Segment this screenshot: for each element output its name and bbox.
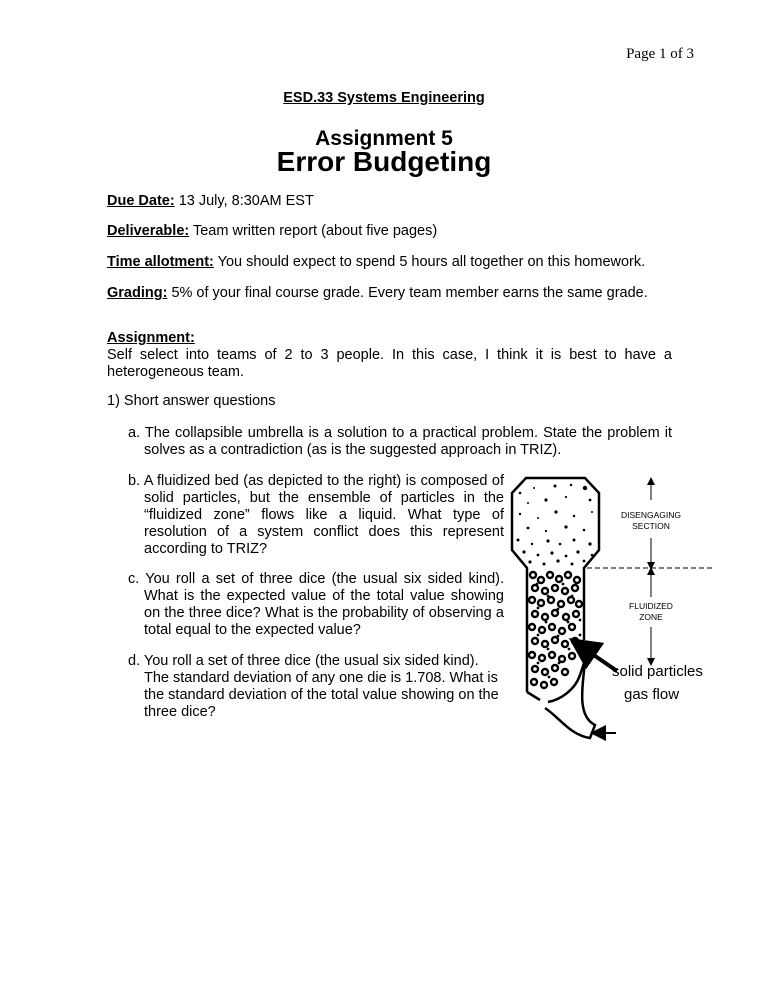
course-title: ESD.33 Systems Engineering — [283, 90, 485, 106]
fluidized-particles — [529, 572, 582, 688]
grading-line — [107, 285, 648, 301]
question-a-text: a. The collapsible umbrella is a solution to a practical problem. State the problem it solves as a contradiction (as is the suggested approach in TRIZ). — [128, 425, 672, 458]
assignment-title: Error Budgeting — [276, 146, 492, 177]
due-date-label: Due Date: — [107, 193, 175, 209]
question-a — [128, 425, 672, 459]
fluidized-label-2: ZONE — [639, 612, 663, 622]
section-1-heading: 1) Short answer questions — [107, 393, 276, 409]
fluidized-label-1: FLUIDIZED — [629, 601, 673, 611]
question-b — [128, 473, 504, 558]
fluidized-bed-figure — [500, 466, 715, 766]
question-c — [128, 571, 504, 639]
time-allotment-value: You should expect to spend 5 hours all together on this homework. — [213, 254, 646, 270]
solid-particles-label: solid particles — [612, 663, 703, 680]
deliverable-label: Deliverable: — [107, 223, 190, 239]
time-allotment-line — [107, 254, 645, 270]
grading-label: Grading: — [107, 285, 168, 301]
page-number: Page 1 of 3 — [626, 46, 694, 62]
due-date-value: 13 July, 8:30AM EST — [174, 193, 314, 209]
disengaging-label-2: SECTION — [632, 521, 670, 531]
question-d — [128, 653, 504, 721]
time-allotment-label: Time allotment: — [107, 254, 214, 270]
deliverable-value: Team written report (about five pages) — [189, 223, 438, 239]
question-c-text: c. You roll a set of three dice (the usual six sided kind). What is the expected value of the total value showing on the three dice? What is the probability of observing a total equal to the expected value? — [128, 571, 504, 638]
vessel-bottom — [527, 692, 540, 700]
assignment-number: Assignment 5 — [315, 127, 453, 150]
gas-flow-label: gas flow — [624, 686, 680, 703]
deliverable-line — [107, 223, 437, 239]
disengaging-particles — [517, 484, 594, 566]
question-b-text: b. A fluidized bed (as depicted to the right) is composed of solid particles, but the ensemble of particles in the “fluidized zone” flows like a liquid. What type of resolution of a system conflict does this represent according to TRIZ? — [128, 473, 504, 557]
grading-value: 5% of your final course grade. Every team member earns the same grade. — [167, 285, 648, 301]
assignment-heading: Assignment: — [107, 330, 195, 346]
question-d-text: d. You roll a set of three dice (the usual six sided kind). The standard deviation of any one die is 1.708. What is the standard deviation of the total value showing on the three dice? — [128, 653, 499, 720]
gas-inlet-pipe — [545, 660, 595, 738]
assignment-intro: Self select into teams of 2 to 3 people. In this case, I think it is best to have a heterogeneous team. — [107, 347, 672, 380]
assignment-heading-line — [107, 330, 195, 346]
due-date-line — [107, 193, 314, 209]
disengaging-label-1: DISENGAGING — [621, 510, 681, 520]
